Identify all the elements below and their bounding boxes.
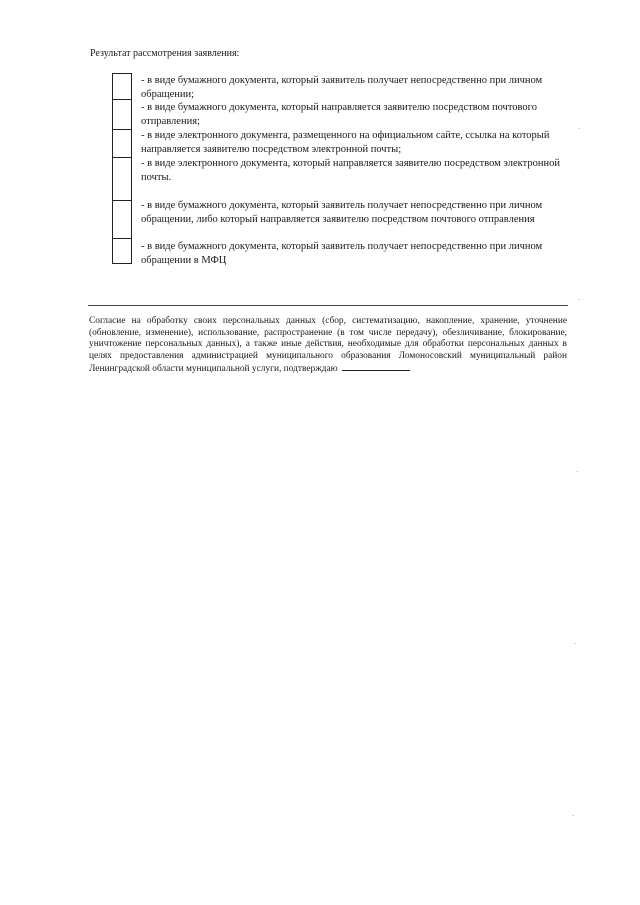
option-paper-in-person-or-mail: - в виде бумажного документа, который заявитель получает непосредственно при личном обращении, либо который направляется заявителю посредством почтового отправления [141, 200, 543, 225]
scan-speck: · [578, 125, 581, 133]
checkbox-divider [113, 99, 131, 100]
option-electronic-site-link: - в виде электронного документа, размещенного на официальном сайте, ссылка на который направляется заявителю посредством электронной почты; [141, 130, 550, 155]
result-heading: Результат рассмотрения заявления: [90, 48, 240, 59]
option-paper-mfc: - в виде бумажного документа, который заявитель получает непосредственно при личном обращении в МФЦ [141, 241, 543, 266]
option-electronic-email: - в виде электронного документа, который направляется заявителю посредством электронной почты. [141, 158, 560, 183]
checkbox-divider [113, 200, 131, 201]
section-divider [88, 305, 568, 306]
consent-paragraph [89, 316, 567, 376]
option-paper-by-mail: - в виде бумажного документа, который направляется заявителю посредством почтового отправления; [141, 102, 537, 127]
scan-speck: · [576, 468, 579, 476]
signature-blank [342, 362, 410, 371]
checkbox-divider [113, 238, 131, 239]
consent-text: Согласие на обработку своих персональных данных (сбор, систематизацию, накопление, хранение, уточнение (обновление, изменение), использование, распространение (в том числе передачу), обезличивание, блокирование, уничтожение персональных данных), а также иные действия, необходимые для обработки персональных данных в целях предоставления администрацией муниципального образования Ломоносовский муниципальный район Ленинградской области муниципальной услуги, подтверждаю [89, 316, 567, 375]
scan-speck: · [578, 296, 581, 304]
option-paper-in-person: - в виде бумажного документа, который заявитель получает непосредственно при личном обращении; [141, 75, 543, 100]
checkbox-divider [113, 129, 131, 130]
scan-speck: · [572, 812, 575, 820]
checkbox-divider [113, 157, 131, 158]
scan-speck: · [574, 640, 577, 648]
checkbox-column [112, 73, 132, 264]
